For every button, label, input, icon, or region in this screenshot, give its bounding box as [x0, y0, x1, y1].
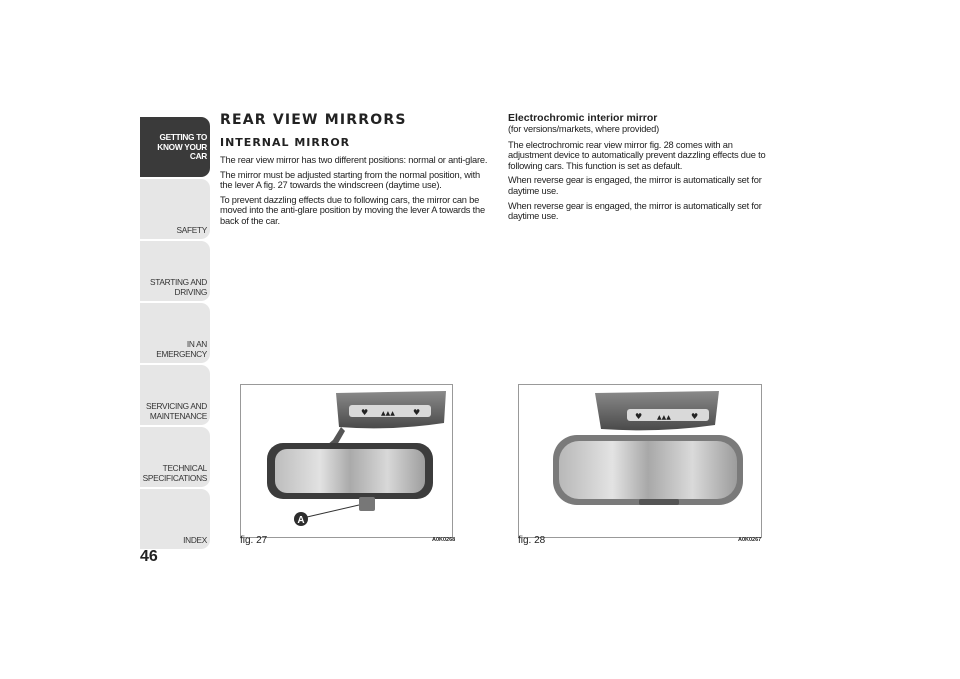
subsection-heading: Electrochromic interior mirror [508, 112, 658, 124]
lever-shape [359, 497, 375, 511]
sensor-symbol: ▲▲▲ [381, 410, 395, 417]
paragraph: When reverse gear is engaged, the mirror is automatically set for daytime use. [508, 175, 762, 196]
figure-28-label: fig. 28 [518, 535, 546, 546]
paragraph: The rear view mirror has two different positions: normal or anti-glare. [220, 155, 488, 165]
tab-label-line: KNOW YOUR CAR [157, 141, 207, 161]
sensor-notch-shape [639, 499, 679, 505]
tab-label-line: MAINTENANCE [149, 410, 207, 421]
mirror-glass-shape [275, 449, 425, 493]
page-number: 46 [140, 548, 158, 565]
callout-line [307, 505, 359, 517]
tab-label-line: DRIVING [174, 286, 207, 297]
tab-getting-to-know-your-car[interactable] [140, 117, 210, 177]
electrochromic-mirror-illustration [519, 385, 761, 537]
tab-safety[interactable] [140, 179, 210, 239]
tab-label-line: STARTING AND [150, 277, 207, 287]
paragraph: To prevent dazzling effects due to following cars, the mirror can be moved into the anti-glare position by moving the lever A towards the back of the car. [220, 194, 485, 226]
electrochromic-mirror-section [508, 112, 778, 226]
figure-27-code: A0K0268 [432, 537, 456, 543]
tab-index[interactable] [140, 489, 210, 549]
tab-label-line: SERVICING AND [146, 401, 207, 411]
callout-letter: A [297, 515, 305, 526]
tab-label-line: IN AN EMERGENCY [156, 339, 207, 359]
tab-label-line: TECHNICAL [162, 463, 207, 473]
paragraph: When reverse gear is engaged, the mirror is automatically set for daytime use. [508, 200, 762, 222]
figure-27-internal-mirror [240, 384, 453, 538]
sensor-symbol: ♥ [413, 408, 421, 417]
tab-label-line: INDEX [183, 534, 207, 545]
tab-label-line: SPECIFICATIONS [142, 472, 207, 483]
sensor-symbol: ♥ [691, 412, 699, 421]
tab-label-line: SAFETY [176, 224, 207, 235]
tab-in-an-emergency[interactable] [140, 303, 210, 363]
mirror-glass-shape [559, 441, 737, 499]
tab-servicing-and-maintenance[interactable] [140, 365, 210, 425]
internal-mirror-section [220, 112, 488, 231]
chapter-tabs [140, 117, 210, 551]
subsection-title: INTERNAL MIRROR [220, 136, 351, 149]
paragraph: The mirror must be adjusted starting from the normal position, with the lever A fig. 27 towards the windscreen (daytime use). [220, 169, 480, 191]
internal-mirror-illustration [241, 385, 452, 537]
figure-28-code: A0K0267 [738, 537, 762, 543]
sensor-symbol: ▲▲▲ [657, 414, 671, 421]
figure-27-label: fig. 27 [240, 535, 268, 546]
tab-label-line: GETTING TO [159, 132, 207, 142]
figure-28-electrochromic-mirror [518, 384, 762, 538]
sensor-symbol: ♥ [361, 408, 369, 417]
mirror-stem-shape [327, 427, 345, 445]
tab-technical-specifications[interactable] [140, 427, 210, 487]
tab-starting-and-driving[interactable] [140, 241, 210, 301]
paragraph: The electrochromic rear view mirror fig. 28 comes with an adjustment device to automatically prevent dazzling effects due to following cars. This function is set as default. [508, 139, 766, 171]
sensor-symbol: ♥ [635, 412, 643, 421]
section-title: REAR VIEW MIRRORS [220, 112, 407, 128]
availability-note: (for versions/markets, where provided) [508, 124, 660, 134]
